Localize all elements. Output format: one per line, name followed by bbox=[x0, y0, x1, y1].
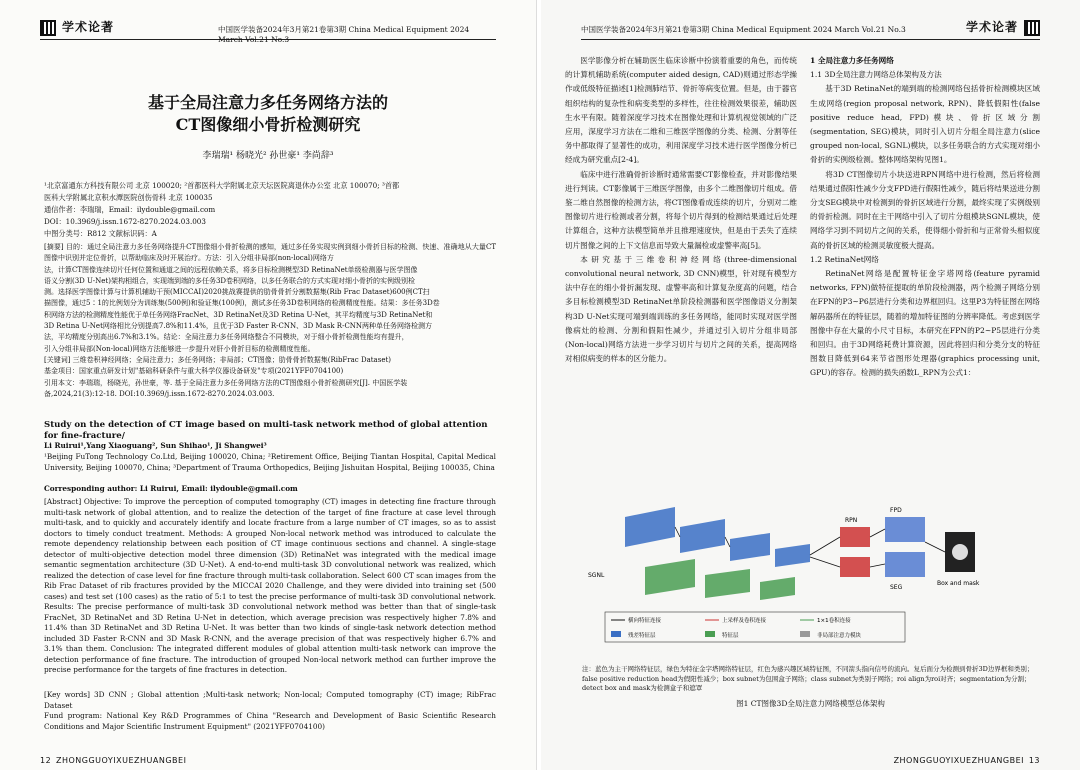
svg-text:非局部注意力模块: 非局部注意力模块 bbox=[817, 633, 862, 639]
paragraph: 临床中进行准确骨折诊断时通常需要CT影像检查，并对影像结果进行判读。CT影像属于三维医学图像，由多个二维图像切片组成。借鉴二维自然图像的检测方法，将CT图像看成连续的切片，分别对二维图像切片进行检测或者分割，将每个切片得到的检测结果通过后处理计算组合，这种方法模型简单并且推理速度快，但是由于丢失了连续切片图像之间的上下文信息而导致大量漏检或虚警率高[5]。 bbox=[565, 169, 797, 250]
authors-en: Li Ruirui¹,Yang Xiaoguang², Sun Shihao¹, Ji Shangwei³ bbox=[44, 441, 267, 450]
affiliation-en: ¹Beijing FuTong Technology Co.Ltd, Beijing 100020, China; ²Retirement Office, Beijing Tiantan Hospital, Capital Medical University, Beijing 100070, China; ³Department of Trauma Orthopedics, Beijing Jishuitan Hospital, Beijing 100035, China bbox=[44, 452, 496, 472]
svg-text:残差特征层: 残差特征层 bbox=[628, 633, 656, 639]
paragraph: RetinaNet网络是配置特征金字塔网络(feature pyramid networks, FPN)做特征提取的单阶段检测器，两个检测子网络分别在FPN的P3~P6层进行分类和边界框回归。这里P3为特征图在网络解码器所在的特征层，随着的增加特征图的分辨率降低。考虑到医学图像中存在大量的小尺寸目标，本研究在FPN的P2~P5层进行分类和回归。由于3D网络耗费计算资源，因此将回归和分类分支的特征图数目降低到64来节省图形处理器(graphics processing unit, GPU)的容存。检测的损失函数L_RPN为公式1： bbox=[810, 269, 1040, 378]
footer-journal: ZHONGGUOYIXUEZHUANGBEI bbox=[893, 756, 1024, 765]
page-number: 12 bbox=[40, 756, 52, 765]
backbone-layers bbox=[625, 507, 810, 567]
svg-text:上采样及卷积连接: 上采样及卷积连接 bbox=[722, 618, 767, 624]
column-1 bbox=[565, 54, 797, 366]
fund-en: Fund program: National Key R&D Programmes of China "Research and Development of Basic Scientific Research Conditions and Major Scientific Instrument Equipment" (2021YFF0704100) bbox=[44, 711, 496, 731]
abstract-cn: [摘要] 目的：通过全局注意力多任务网络提升CT图像细小骨折检测的感知，通过多任务实现实例到细小骨折目标的检测、快速、准确地从大量CT图像中识别并定位骨折，以帮助临床及时开展治疗。方法：引入分组非局部(non-local)网络方 法，计算CT图像连续切片任何位置和通道之间的远程依赖关系，将多目标检测模型3D RetinaNet单级检测器与医学图像 语义分割(3D U-Net)架构相组合，实现端到端的多任务3D卷积网络，以多任务联合的方式实现对细小骨折的实例级别检 测。选择医学图像计算与计算机辅助干预(MICCAI)2020挑战赛提供的肋骨骨折分割数据集(Rib Frac Dataset)600例CT扫 描图像，通过5∶1的比例划分为训练集(500例)和验证集(100例)，测试多任务3D卷积网络的检测精度性能。结果：多任务3D卷 积网络方法的检测精度性能优于单任务网络FracNet、3D RetinaNet及3D Retina U-Net，其平均精度与3D RetinaNet和 3D Retina U-Net网络相比分别提高7.8%和11.4%，且优于3D Faster R-CNN、3D Mask R-CNN两种单任务网络检测方 法，平均精度分别高出6.7%和3.1%。结论：全局注意力多任务网络整合不同模块，对于细小骨折检测性能均有提升， 引入分组非局部(Non-local)网络方法能够进一步提升对肝小骨折目标的检测精度性能。 [关键词] 三维卷积神经网络；全局注意力；多任务网络；非局部；CT图像；肋骨骨折数据集(RibFrac Dataset) 基金项目：国家重点研发计划"基础科研条件与重大科学仪器设备研发"专项(2021YFF0704100) 引用本文：李瑞瑞，杨晓光，孙世豪，等. 基于全局注意力多任务网络方法的CT图像细小骨折检测研究[J]. 中国医学装 备,2024,21(3):12-18. DOI:10.3969/j.issn.1672-8270.2024.03.003. bbox=[44, 243, 496, 398]
paper-title-en: Study on the detection of CT image based on multi-task network method of global attention for fine-fracture/ bbox=[44, 420, 488, 441]
doi: DOI：10.3969/j.issn.1672-8270.2024.03.003 bbox=[44, 217, 206, 226]
right-page bbox=[541, 0, 1080, 770]
fig-label-rpn: RPN bbox=[845, 517, 858, 524]
paragraph: 将3D CT图像切片小块送进RPN网络中进行检测，然后将检测结果通过假阳性减少分支FPD进行假阳性减少，随后将结果送进分割分支SEG模块中对检测到的骨折区域进行分割，最终实现了实例级别的骨折检测。同时在主干网络中引入了切片分组模块SGNL模块，使网络学习到不同切片之间的关系，使得细小骨折和与正常骨头相似度高的骨折区域的检测灵敏度极大提高。 bbox=[810, 169, 1040, 250]
svg-text:1×1卷积连接: 1×1卷积连接 bbox=[817, 618, 851, 624]
running-header bbox=[40, 18, 496, 44]
paragraph: 本研究基于三维卷积神经网络(three-dimensional convolutional neural network, 3D CNN)模型，针对现有模型方法中存在的细小骨折漏发现、虚警率高和计算复杂度高的问题，结合多目标检测模型3D RetinaNet单阶段检测器和医学图像语义分割架构3D U-Net实现可端到端训练的多任务网络，能同时实现对医学图像病灶的检测、分割和假阳性减少，并通过引入切片分组非局部(Non-local)网络方法进一步学习切片与切片之间的关系，提高网络对相似病变的样本的区分能力。 bbox=[565, 254, 797, 364]
section-heading: 1 全局注意力多任务网络 bbox=[810, 56, 894, 65]
column-2 bbox=[810, 54, 1040, 381]
figure-note: 注：蓝色为主干网络特征层，绿色为特征金字塔网络特征层，红色为感兴趣区域特征图，不同箭头指向信号的流向。复后面分为检测到骨折3D边界框和类别；false positive reduction head为假阳性减少；box subnet为包围盒子网络；class subnet为类别子网络；roi align为roi对齐；segmentation为分割；detect box and mask为检测盒子和遮罩 bbox=[582, 665, 1034, 692]
left-page bbox=[0, 0, 537, 770]
fig-label-sgnl: SGNL bbox=[588, 572, 605, 579]
corresponding-cn: 通信作者：李瑞瑞，Email：ilydouble@gmail.com bbox=[44, 205, 216, 214]
journal-header: 中国医学装备2024年3月第21卷第3期 China Medical Equipment 2024 March Vol.21 No.3 bbox=[581, 25, 906, 34]
qr-code-icon bbox=[40, 20, 56, 36]
keywords-en: [Key words] 3D CNN ; Global attention ;Multi-task network; Non-local; Computed tomography (CT) image; RibFrac Dataset bbox=[44, 690, 496, 710]
subsection-heading: 1.1 3D全局注意力网络总体架构及方法 bbox=[810, 70, 942, 80]
qr-code-icon bbox=[1024, 20, 1040, 36]
paper-title-cn-1: 基于全局注意力多任务网络方法的 bbox=[147, 93, 388, 112]
figure-caption: 图1 CT图像3D全局注意力网络模型总体架构 bbox=[736, 699, 885, 708]
paper-title-cn-2: CT图像细小骨折检测研究 bbox=[175, 115, 361, 134]
fig-label-seg: SEG bbox=[890, 584, 903, 591]
section-logo: 学术论著 bbox=[965, 20, 1018, 34]
paragraph: 基于3D RetinaNet的端到端的检测网络包括骨折检测模块区域生成网络(region proposal network, RPN)、降低假阳性(false positive reduce head, FPD)模块、骨折区域分割(segmentation, SEG)模块，同时引入切片分组全局注意力(slice grouped non-local, SGNL)模块，以多任务联合的方式实现对细小骨折的实例级检测。整体网络架构见图1。 bbox=[810, 84, 1040, 165]
fpn-layers bbox=[645, 559, 795, 600]
affiliation-2: 医科大学附属北京积水潭医院创伤骨科 北京 100035 bbox=[44, 193, 213, 202]
classification: 中图分类号：R812 文献标识码：A bbox=[44, 229, 157, 238]
svg-text:特征层: 特征层 bbox=[722, 633, 739, 639]
corresponding-en: Corresponding author: Li Ruirui, Email: ilydouble@gmail.com bbox=[44, 484, 298, 493]
paragraph: 医学影像分析在辅助医生临床诊断中扮演着重要的角色，而传统的计算机辅助系统(computer aided design, CAD)则通过形态学操作或低级特征描述[1]检测肺结节、骨折等病变位置。但是，由于器官组织结构的复杂性和病变类型的多样性，往往检测效果很差，辅助医生水平有限。随着深度学习技术在图像处理和计算机视觉领域的广泛应用，深度学习方法在二维和三维医学图像的分类、检测、分割等任务中都取得了显著性的成功，利用深度学习技术进行医学图像分析已经成为研究重点[2-4]。 bbox=[565, 56, 797, 165]
footer-journal: ZHONGGUOYIXUEZHUANGBEI bbox=[56, 756, 187, 765]
svg-text:横向特征连接: 横向特征连接 bbox=[628, 618, 662, 624]
abstract-en: [Abstract] Objective: To improve the perception of computed tomography (CT) images in detecting fine fracture through multi-task network of global attention, and to realize the detection of the target of fine fracture at case level through multi-task, and to quickly and accurately identify and locate fracture from a large number of CT images, so as to assist doctors to timely conduct treatment. Methods: A grouped Non-local network method was introduced to calculate the remote dependency relationship between each position of CT image continuous sections and channel. A single-stage detector of multi-objective detection model three dimension (3D) RetinaNet was integrated with the medical image semantic segmentation architecture (3D U-Net). A end-to-end multi-task 3D convolutional network was realized, which realized the detection of case level for fine fracture through multi-task collaboration. Select 600 CT scan images from the Rib Frac Dataset of rib fractures provided by the MICCAI 2020 Challenge, and they were divided into training set (500 cases) and test set (100 cases) as the ratio of 5:1 to test the precise performance of multi-task 3D convolutional network. Results: The precise performance of multi-task 3D convolutional network method was better than that of single-task FracNet, 3D RetinaNet and 3D Retina U-Net in detection, which average precision was respectively higher 7.8% and 11.4% than 3D RetinaNet and 3D Retina U-Net. It was better than two kinds of single-task network detection method included 3D Faster R-CNN and 3D Mask R-CNN, and the average precision of that was respectively higher 6.7% and 3.1% than them. Conclusion: The integrated different modules of global attention multi-task network can improve the detection performance of fine fracture. The introduction of grouped Non-local network method can further improve the precise performance for the targets of fine fractures in detection. bbox=[44, 497, 496, 674]
fig-label-fpd: FPD bbox=[890, 507, 902, 514]
figure-legend bbox=[605, 612, 905, 642]
affiliation-1: ¹北京富通东方科技有限公司 北京 100020; ²首都医科大学附属北京天坛医院离退休办公室 北京 100070; ³首都 bbox=[44, 181, 400, 190]
fig-label-box-mask: Box and mask bbox=[937, 580, 980, 587]
network-architecture-figure bbox=[585, 497, 1005, 647]
roi-feature-maps bbox=[840, 517, 975, 577]
authors-cn: 李瑞瑞¹ 杨晓光² 孙世豪¹ 李尚辞³ bbox=[202, 151, 334, 161]
subsection-heading: 1.2 RetinaNet网络 bbox=[810, 254, 879, 264]
journal-header: 中国医学装备2024年3月第21卷第3期 China Medical Equipment 2024 March Vol.21 No.3 bbox=[218, 25, 470, 44]
section-logo: 学术论著 bbox=[62, 20, 115, 34]
running-header bbox=[581, 18, 1040, 40]
page-number: 13 bbox=[1028, 756, 1040, 765]
